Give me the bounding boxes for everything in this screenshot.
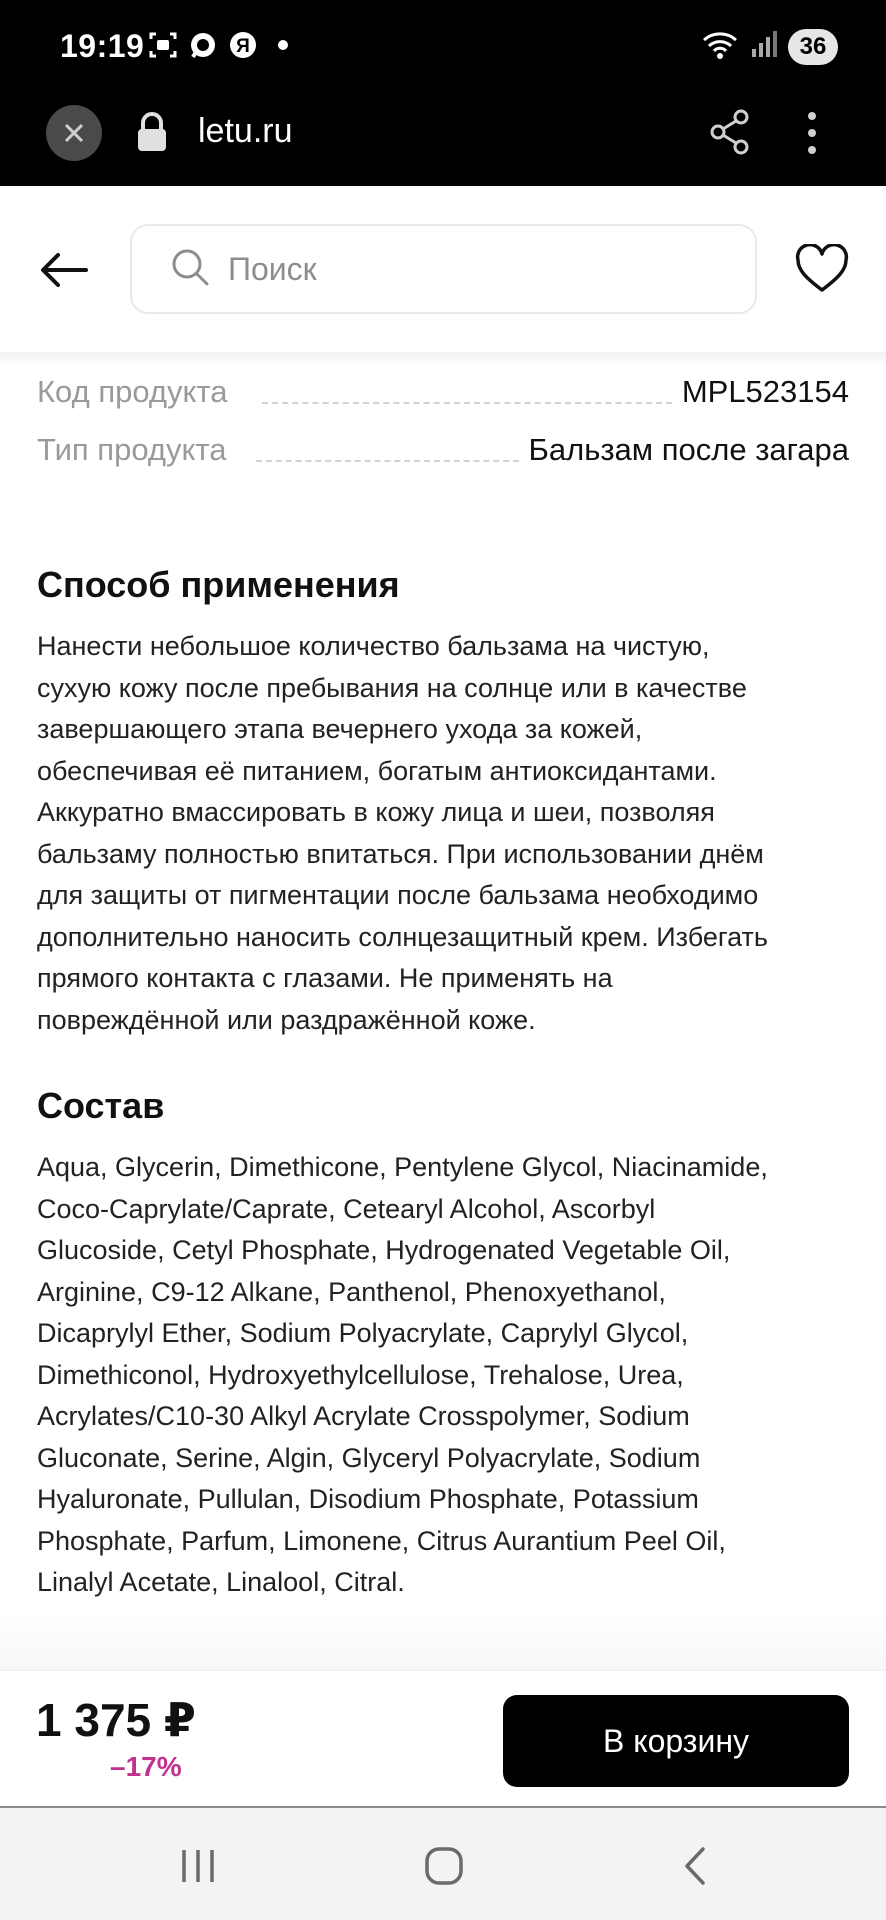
- composition-line: Aqua, Glycerin, Dimethicone, Pentylene Glycol, Niacinamide,: [37, 1152, 768, 1182]
- usage-line: дополнительно наносить солнцезащитный крем. Избегать: [37, 921, 768, 952]
- usage-line: Нанести небольшое количество бальзама на чистую,: [37, 631, 710, 661]
- close-icon: [62, 121, 86, 145]
- status-left-icons: [148, 30, 298, 60]
- yandex-icon: [228, 30, 258, 60]
- property-label: Тип продукта: [37, 432, 227, 467]
- composition-line: Coco-Caprylate/Caprate, Cetearyl Alcohol, Ascorbyl: [37, 1193, 656, 1224]
- url-text[interactable]: letu.ru: [198, 112, 293, 150]
- dotted-leader: [262, 402, 672, 404]
- wifi-icon: [700, 28, 740, 65]
- dot-icon: [268, 30, 298, 60]
- property-label: Код продукта: [37, 374, 228, 409]
- usage-title: Способ применения: [37, 564, 400, 605]
- usage-line: завершающего этапа вечернего ухода за кожей,: [37, 714, 643, 744]
- browser-toolbar: [0, 96, 886, 186]
- signal-icon: [750, 29, 778, 64]
- dotted-leader: [256, 460, 518, 462]
- more-icon[interactable]: [800, 110, 824, 161]
- discount-badge: –17%: [110, 1751, 182, 1782]
- app-header: [0, 186, 886, 354]
- composition-line: Dimethiconol, Hydroxyethylcellulose, Trehalose, Urea,: [37, 1359, 684, 1390]
- content-fade: [0, 1610, 886, 1670]
- property-value: Бальзам после загара: [528, 432, 849, 467]
- status-bar: [0, 0, 886, 96]
- property-row: [37, 360, 849, 418]
- system-nav-bar: [0, 1806, 886, 1920]
- search-input[interactable]: [130, 224, 757, 314]
- back-icon[interactable]: [676, 1846, 716, 1891]
- price: 1 375 ₽: [36, 1694, 196, 1746]
- composition-line: Acrylates/C10-30 Alkyl Acrylate Crosspolymer, Sodium: [37, 1401, 690, 1431]
- composition-line: Linalyl Acetate, Linalool, Citral.: [37, 1567, 405, 1597]
- back-arrow-icon[interactable]: [36, 246, 92, 294]
- close-tab-button[interactable]: [46, 105, 102, 161]
- composition-text: [37, 1147, 849, 1604]
- composition-title: Состав: [37, 1085, 165, 1126]
- property-row: [37, 418, 849, 476]
- usage-line: прямого контакта с глазами. Не применять на: [37, 963, 613, 993]
- composition-line: Gluconate, Serine, Algin, Glyceryl Polyacrylate, Sodium: [37, 1442, 701, 1473]
- svg-text:Я: Я: [236, 36, 250, 57]
- search-placeholder: Поиск: [228, 250, 317, 287]
- home-icon[interactable]: [424, 1846, 464, 1891]
- battery-indicator: 36: [788, 29, 838, 65]
- usage-text: [37, 626, 849, 1041]
- status-right: [700, 28, 838, 65]
- usage-line: Аккуратно вмассировать в кожу лица и шеи, позволяя: [37, 797, 715, 827]
- recent-apps-icon[interactable]: [178, 1846, 218, 1891]
- composition-line: Dicaprylyl Ether, Sodium Polyacrylate, Caprylyl Glycol,: [37, 1318, 689, 1348]
- composition-line: Glucoside, Cetyl Phosphate, Hydrogenated Vegetable Oil,: [37, 1235, 731, 1265]
- usage-line: обеспечивая её питанием, богатым антиоксидантами.: [37, 755, 717, 786]
- usage-line: бальзаму полностью впитаться. При использовании днём: [37, 838, 764, 869]
- product-details: [37, 360, 849, 1604]
- share-icon[interactable]: [708, 108, 752, 161]
- heart-icon[interactable]: [794, 244, 850, 299]
- buy-bar: [0, 1670, 886, 1806]
- composition-line: Hyaluronate, Pullulan, Disodium Phosphate, Potassium: [37, 1484, 699, 1514]
- usage-line: повреждённой или раздражённой коже.: [37, 1004, 536, 1035]
- add-to-cart-button[interactable]: В корзину: [503, 1695, 849, 1787]
- screenshot-icon: [148, 30, 178, 60]
- property-value: MPL523154: [681, 374, 849, 409]
- composition-line: Phosphate, Parfum, Limonene, Citrus Aurantium Peel Oil,: [37, 1525, 726, 1556]
- status-time: 19:19: [60, 28, 145, 64]
- chat-icon: [188, 30, 218, 60]
- usage-line: сухую кожу после пребывания на солнце или в качестве: [37, 672, 747, 703]
- search-icon: [170, 247, 210, 292]
- usage-line: для защиты от пигментации после бальзама необходимо: [37, 880, 759, 910]
- lock-icon[interactable]: [134, 110, 170, 159]
- composition-line: Arginine, C9-12 Alkane, Panthenol, Phenoxyethanol,: [37, 1276, 666, 1307]
